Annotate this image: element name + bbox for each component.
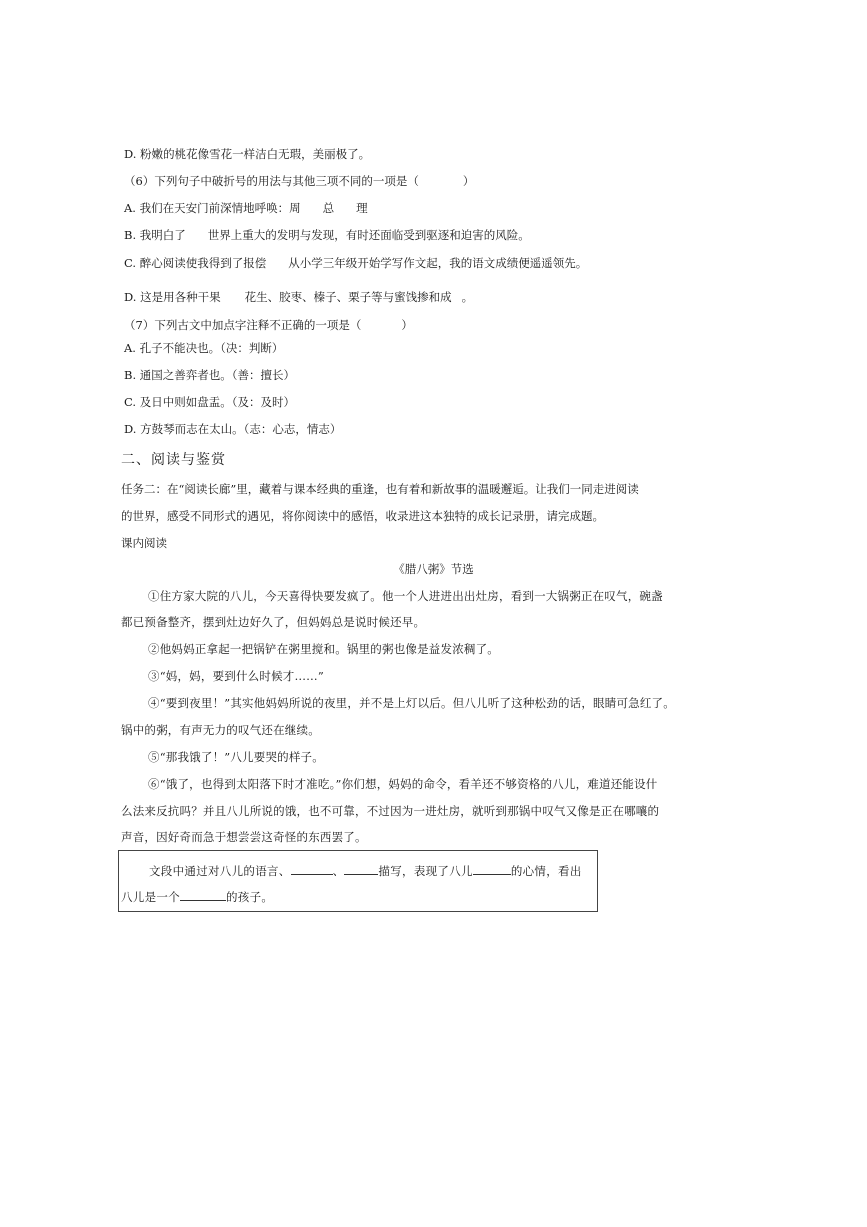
paragraph-5: ⑤“那我饿了！”八儿要哭的样子。 [148, 750, 324, 764]
box-text-c: 描写，表现了八儿 [378, 864, 473, 878]
answer-box-line-2 [121, 889, 273, 905]
question6-stem-text: （6）下列句子中破折号的用法与其他三项不同的一项是（ [124, 174, 419, 188]
paragraph-1-line-1: ①住方家大院的八儿，今天喜得快要发疯了。他一个人进进出出灶房，看到一大锅粥正在叹气，碗盏 [148, 589, 663, 603]
question7-option-c: C. 及日中则如盘盂。（及：及时） [124, 395, 295, 409]
question6-option-a [124, 200, 368, 216]
paragraph-4-line-2: 锅中的粥，有声无力的叹气还在继续。 [121, 723, 320, 737]
question7-option-a: A. 孔子不能决也。（决：判断） [124, 341, 284, 355]
option-d-end: 。 [461, 290, 474, 304]
option-d-prefix: D. 这是用各种干果 [124, 290, 221, 304]
paragraph-3: ③“妈，妈，要到什么时候才……” [148, 669, 324, 683]
option-c-rest: 从小学三年级开始学写作文起，我的语文成绩便遥遥领先。 [288, 256, 588, 270]
section-title: 二、阅读与鉴赏 [121, 452, 226, 468]
question6-stem-close: ） [462, 174, 475, 188]
answer-box [118, 850, 598, 912]
option-d-rest: 花生、胶枣、榛子、栗子等与蜜饯掺和成 [244, 290, 452, 304]
question6-option-d [124, 289, 473, 305]
paragraph-6-line-1: ⑥“饿了，也得到太阳落下时才准吃。”你们想，妈妈的命令，看羊还不够资格的八儿，难道还能设什 [148, 777, 658, 791]
paragraph-6-line-3: 声音，因好奇而急于想尝尝这奇怪的东西罢了。 [121, 830, 367, 844]
task-line-2: 的世界，感受不同形式的遇见，将你阅读中的感悟，收录进这本独特的成长记录册，请完成题。 [121, 509, 604, 523]
passage-title: 《腊八粥》节选 [393, 562, 474, 576]
option-c-prefix: C. 醉心阅读使我得到了报偿 [124, 256, 267, 270]
paragraph-2: ②他妈妈正拿起一把锅铲在粥里搅和。锅里的粥也像是益发浓稠了。 [148, 642, 499, 656]
box-text-b: 、 [332, 864, 345, 878]
paragraph-4-line-1: ④“要到夜里！”其实他妈妈所说的夜里，并不是上灯以后。但八儿听了这种松劲的话，眼睛可急红了。 [148, 696, 675, 710]
option-b-rest: 世界上重大的发明与发现，有时还面临受到驱逐和迫害的风险。 [207, 228, 530, 242]
question7-option-b: B. 通国之善弈者也。（善：擅长） [124, 368, 296, 382]
blank-3[interactable] [473, 864, 511, 875]
task-line-1: 任务二：在“阅读长廊”里，藏着与课本经典的重逢，也有着和新故事的温暖邂逅。让我们一同走进阅读 [121, 482, 639, 496]
question7-stem-text: （7）下列古文中加点字注释不正确的一项是（ [124, 318, 362, 332]
subheading: 课内阅读 [121, 536, 167, 550]
box-text-f: 的孩子。 [226, 890, 274, 904]
question5-option-d: D. 粉嫩的桃花像雪花一样洁白无瑕，美丽极了。 [124, 147, 371, 161]
blank-4[interactable] [180, 890, 226, 901]
option-b-prefix: B. 我明白了 [124, 228, 186, 242]
box-text-a: 文段中通过对八儿的语言、 [149, 864, 291, 878]
blank-1[interactable] [291, 864, 333, 875]
paragraph-1-line-2: 都已预备整齐，摆到灶边好久了，但妈妈总是说时候还早。 [121, 615, 426, 629]
question6-option-c [124, 255, 587, 271]
answer-box-line-1 [149, 863, 582, 879]
question6-stem [124, 173, 474, 189]
paragraph-6-line-2: 么法来反抗吗？并且八儿所说的饿，也不可靠，不过因为一进灶房，就听到那锅中叹气又像是正在哪嚷的 [121, 804, 660, 818]
option-a-li: 理 [356, 201, 368, 215]
question7-stem-close: ） [401, 318, 413, 332]
box-text-d: 的心情，看出 [510, 864, 582, 878]
option-a-zong: 总 [322, 201, 335, 215]
question7-option-d: D. 方鼓琴而志在太山。（志：心志，情志） [124, 422, 342, 436]
question6-option-b [124, 227, 530, 243]
question7-stem [124, 317, 413, 333]
box-text-e: 八儿是一个 [121, 890, 180, 904]
option-a-text: A. 我们在天安门前深情地呼唤：周 [124, 201, 301, 215]
blank-2[interactable] [344, 864, 378, 875]
